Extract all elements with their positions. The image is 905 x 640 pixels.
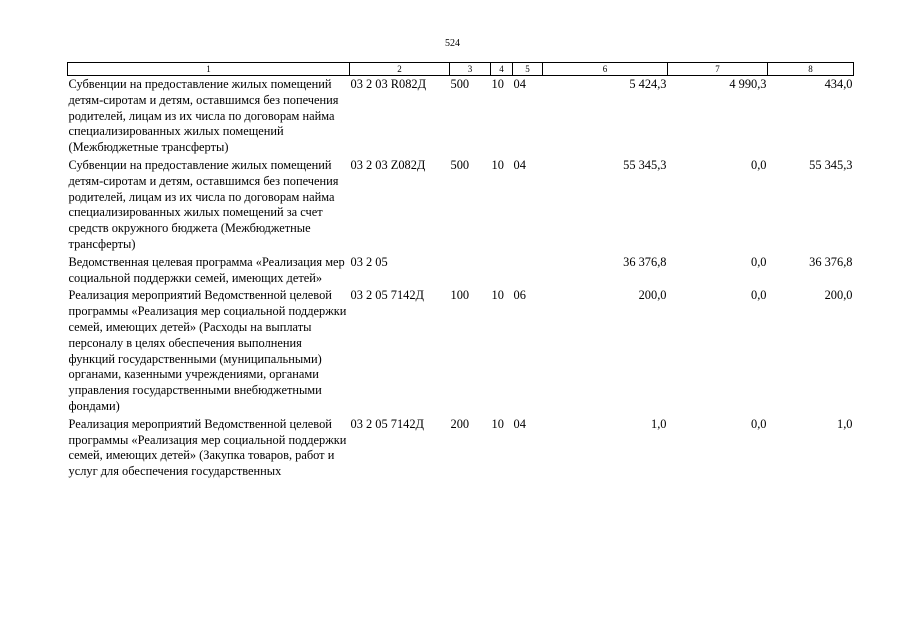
row-value-6: 200,0 <box>638 288 667 303</box>
row-code: 03 2 03 Z082Д <box>350 157 426 172</box>
row-value-7: 0,0 <box>751 254 767 269</box>
table-row <box>68 254 854 288</box>
header-row <box>68 63 854 76</box>
row-pr: 04 <box>513 157 526 172</box>
row-value-6: 5 424,3 <box>629 77 667 91</box>
col-header-3: 3 <box>450 63 491 76</box>
col-header-7: 7 <box>668 63 768 76</box>
table-row <box>68 287 854 415</box>
row-value-8: 434,0 <box>824 77 853 91</box>
row-value-7: 0,0 <box>751 416 767 431</box>
col-header-8: 8 <box>768 63 854 76</box>
row-value-7: 0,0 <box>751 288 767 303</box>
row-rz: 10 <box>491 416 504 431</box>
row-code: 03 2 05 <box>350 254 388 269</box>
row-name: Ведомственная целевая программа «Реализация мер социальной поддержки семей, имеющих детей» <box>68 254 345 285</box>
row-value-8: 36 376,8 <box>809 254 853 269</box>
budget-table <box>67 62 854 481</box>
row-value-8: 55 345,3 <box>809 157 853 172</box>
row-vr: 500 <box>450 77 470 91</box>
row-name: Реализация мероприятий Ведомственной целевой программы «Реализация мер социальной поддержки семей, имеющих детей» (Закупка товаров, работ и услуг для обеспечения государственных <box>68 416 347 479</box>
row-rz: 10 <box>491 77 504 91</box>
row-vr <box>450 254 491 288</box>
col-header-5: 5 <box>513 63 543 76</box>
row-rz: 10 <box>491 288 504 303</box>
row-value-8: 200,0 <box>824 288 853 303</box>
table-row <box>68 157 854 254</box>
row-pr: 04 <box>513 416 526 431</box>
row-value-7: 0,0 <box>751 157 767 172</box>
table-header <box>68 63 854 76</box>
row-value-8: 1,0 <box>837 416 853 431</box>
row-pr: 06 <box>513 288 526 303</box>
row-vr: 500 <box>450 157 470 172</box>
row-vr: 200 <box>450 416 470 431</box>
table-row <box>68 416 854 481</box>
row-name: Реализация мероприятий Ведомственной целевой программы «Реализация мер социальной поддержки семей, имеющих детей» (Расходы на выплаты персоналу в целях обеспечения выполнения функций государственными (муниципальными) органами, казенными учреждениями, органами управления государственными внебюджетными фондами) <box>68 288 347 413</box>
row-code: 03 2 05 7142Д <box>350 288 425 303</box>
row-rz <box>491 254 513 288</box>
col-header-4: 4 <box>491 63 513 76</box>
row-rz: 10 <box>491 157 504 172</box>
row-code: 03 2 03 R082Д <box>350 77 427 91</box>
row-name: Субвенции на предоставление жилых помещений детям-сиротам и детям, оставшимся без попечения родителей, лицам из их числа по договорам найма специализированных жилых помещений (Межбюджетные трансферты) <box>68 77 339 155</box>
col-header-1: 1 <box>68 63 350 76</box>
row-value-6: 36 376,8 <box>623 254 667 269</box>
row-vr: 100 <box>450 288 470 303</box>
col-header-6: 6 <box>543 63 668 76</box>
row-value-6: 55 345,3 <box>623 157 667 172</box>
row-pr <box>513 254 543 288</box>
table-body <box>68 76 854 481</box>
row-value-7: 4 990,3 <box>729 77 767 91</box>
row-code: 03 2 05 7142Д <box>350 416 425 431</box>
row-pr: 04 <box>513 77 526 91</box>
row-value-6: 1,0 <box>651 416 667 431</box>
col-header-2: 2 <box>350 63 450 76</box>
page-number: 524 <box>445 38 460 49</box>
table-row <box>68 76 854 157</box>
row-name: Субвенции на предоставление жилых помещений детям-сиротам и детям, оставшимся без попечения родителей, лицам из их числа по договорам найма специализированных жилых помещений за счет средств окружного бюджета (Межбюджетные трансферты) <box>68 157 339 251</box>
